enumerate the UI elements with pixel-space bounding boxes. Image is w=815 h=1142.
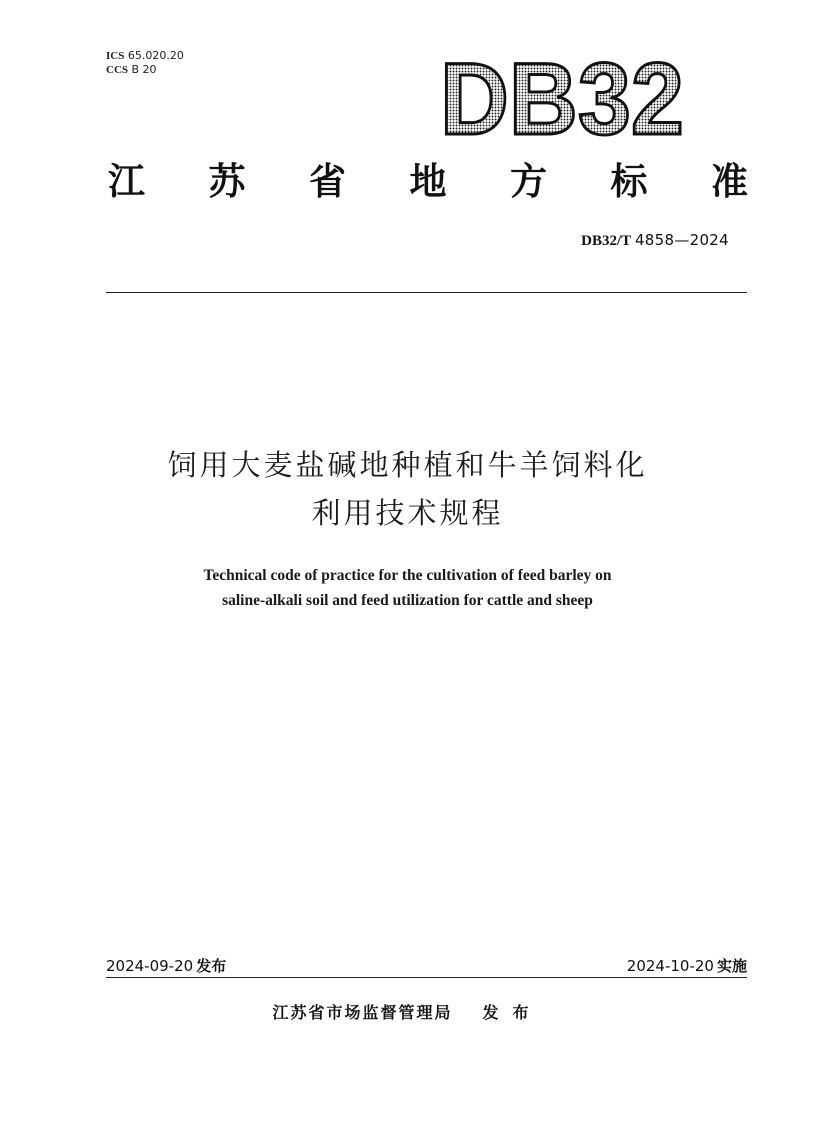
document-title-cn-line1: 饲用大麦盐碱地种植和牛羊饲料化 <box>167 448 648 482</box>
standard-type-char: 江 <box>108 160 145 203</box>
standard-type-title <box>108 160 748 204</box>
standard-type-char: 标 <box>610 160 648 203</box>
bottom-divider <box>106 977 747 978</box>
standard-number <box>581 231 729 250</box>
classification-codes <box>106 49 184 77</box>
release-date <box>106 957 226 975</box>
standard-type-char: 苏 <box>208 160 246 203</box>
standard-type-char: 地 <box>409 160 447 203</box>
standard-type-char: 方 <box>510 160 547 203</box>
implement-date <box>627 957 747 975</box>
standard-number-value: 4858—2024 <box>634 231 729 249</box>
document-title-cn-line2: 利用技术规程 <box>311 496 504 530</box>
ccs-code: CCS B 20 <box>106 63 157 76</box>
db32-logo-text: DB32 <box>440 52 684 142</box>
issuer-name: 江苏省市场监督管理局 <box>272 1003 453 1022</box>
issuer <box>0 1002 815 1024</box>
standard-type-char: 省 <box>309 160 346 203</box>
document-title-en-line2: saline-alkali soil and feed utilization for cattle and sheep <box>222 592 593 609</box>
release-date-label: 发布 <box>196 957 227 975</box>
db32-logo <box>440 52 700 142</box>
standard-type-char: 准 <box>711 160 748 203</box>
implement-date-label: 实施 <box>716 957 747 975</box>
issuer-action: 发布 <box>482 1003 543 1022</box>
implement-date-value: 2024-10-20 <box>626 957 714 975</box>
standard-number-prefix: DB32/T <box>581 233 632 249</box>
ics-code: ICS 65.020.20 <box>106 49 184 62</box>
document-title-en-line1: Technical code of practice for the cultivation of feed barley on <box>203 567 612 584</box>
release-date-value: 2024-09-20 <box>106 957 194 975</box>
top-divider <box>106 292 747 293</box>
